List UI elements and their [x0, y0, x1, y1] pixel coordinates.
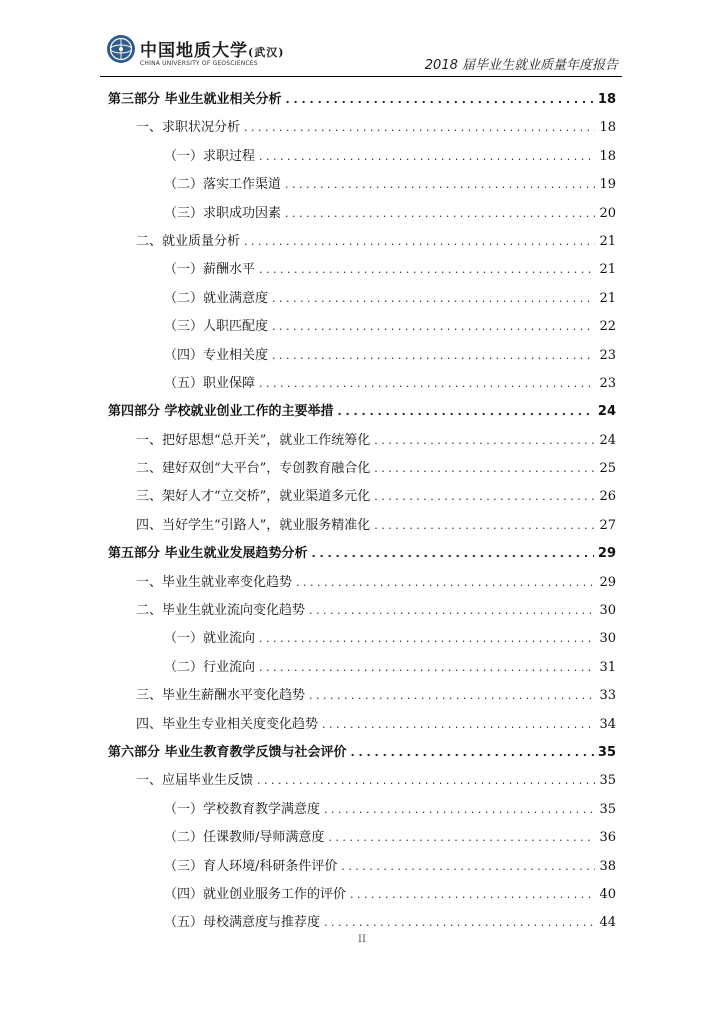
toc-dot-leader	[272, 285, 595, 313]
toc-dot-leader	[272, 342, 595, 370]
toc-page-number: 22	[599, 319, 616, 335]
toc-page-number: 24	[597, 404, 616, 420]
toc-entry-label: 三、架好人才“立交桥”，就业渠道多元化	[136, 489, 371, 505]
toc-entry-label: （四）专业相关度	[164, 347, 269, 363]
toc-page-number: 18	[599, 148, 616, 164]
toc-section-entry[interactable]	[108, 682, 616, 710]
toc-part-entry[interactable]	[108, 86, 616, 114]
toc-page-number: 29	[597, 546, 616, 562]
toc-section-entry[interactable]	[108, 711, 616, 739]
toc-entry-label: 二、毕业生就业流向变化趋势	[136, 603, 306, 619]
toc-page-number: 24	[599, 432, 616, 448]
toc-page-number: 35	[597, 744, 616, 760]
toc-section-entry[interactable]	[108, 228, 616, 256]
toc-page-number: 35	[599, 801, 616, 817]
toc-subsection-entry[interactable]	[108, 370, 616, 398]
toc-section-entry[interactable]	[108, 767, 616, 795]
toc-section-entry[interactable]	[108, 512, 616, 540]
toc-entry-label: （三）求职成功因素	[164, 205, 282, 221]
toc-entry-label: （三）育人环境/科研条件评价	[164, 858, 338, 874]
toc-dot-leader	[374, 455, 595, 483]
toc-dot-leader	[374, 427, 595, 455]
toc-subsection-entry[interactable]	[108, 796, 616, 824]
toc-dot-leader	[244, 114, 595, 142]
toc-dot-leader	[351, 739, 594, 767]
university-name-cn: 中国地质大学(武汉)	[140, 41, 285, 61]
page-header	[100, 30, 622, 77]
page-number: II	[358, 934, 366, 945]
toc-subsection-entry[interactable]	[108, 853, 616, 881]
toc-section-entry[interactable]	[108, 483, 616, 511]
toc-subsection-entry[interactable]	[108, 285, 616, 313]
toc-subsection-entry[interactable]	[108, 200, 616, 228]
toc-page-number: 23	[599, 375, 616, 391]
toc-subsection-entry[interactable]	[108, 256, 616, 284]
toc-entry-label: 二、就业质量分析	[136, 233, 241, 249]
toc-section-entry[interactable]	[108, 569, 616, 597]
toc-dot-leader	[341, 853, 595, 881]
toc-dot-leader	[328, 824, 595, 852]
toc-dot-leader	[286, 86, 594, 114]
toc-subsection-entry[interactable]	[108, 881, 616, 909]
toc-subsection-entry[interactable]	[108, 625, 616, 653]
toc-entry-label: （三）人职匹配度	[164, 319, 269, 335]
toc-entry-label: 第五部分 毕业生就业发展趋势分析	[108, 546, 308, 562]
toc-entry-label: （二）行业流向	[164, 659, 256, 675]
toc-page-number: 27	[599, 517, 616, 533]
toc-subsection-entry[interactable]	[108, 313, 616, 341]
toc-subsection-entry[interactable]	[108, 171, 616, 199]
university-logo-icon	[106, 34, 136, 64]
toc-dot-leader	[285, 200, 595, 228]
toc-dot-leader	[285, 171, 595, 199]
toc-entry-label: （四）就业创业服务工作的评价	[164, 886, 347, 902]
toc-dot-leader	[272, 313, 595, 341]
toc-dot-leader	[374, 483, 595, 511]
toc-page-number: 30	[599, 631, 616, 647]
toc-page-number: 31	[599, 659, 616, 675]
toc-section-entry[interactable]	[108, 455, 616, 483]
toc-page-number: 18	[599, 120, 616, 136]
toc-page-number: 40	[599, 886, 616, 902]
toc-page-number: 21	[599, 290, 616, 306]
toc-dot-leader	[312, 540, 594, 568]
toc-entry-label: 一、求职状况分析	[136, 120, 241, 136]
toc-page-number: 30	[599, 603, 616, 619]
toc-dot-leader	[309, 682, 595, 710]
toc-page-number: 34	[599, 716, 616, 732]
toc-entry-label: （二）落实工作渠道	[164, 177, 282, 193]
toc-entry-label: 第六部分 毕业生教育教学反馈与社会评价	[108, 744, 347, 760]
toc-entry-label: 第四部分 学校就业创业工作的主要举措	[108, 404, 334, 420]
toc-subsection-entry[interactable]	[108, 824, 616, 852]
toc-entry-label: 一、毕业生就业率变化趋势	[136, 574, 293, 590]
toc-section-entry[interactable]	[108, 597, 616, 625]
toc-section-entry[interactable]	[108, 114, 616, 142]
toc-entry-label: （二）任课教师/导师满意度	[164, 830, 325, 846]
toc-page-number: 33	[599, 688, 616, 704]
toc-page-number: 35	[599, 773, 616, 789]
toc-entry-label: （一）就业流向	[164, 631, 256, 647]
toc-entry-label: （一）求职过程	[164, 148, 256, 164]
toc-page-number: 21	[599, 233, 616, 249]
toc-subsection-entry[interactable]	[108, 342, 616, 370]
report-title: 2018 届毕业生就业质量年度报告	[424, 58, 618, 73]
toc-entry-label: （一）薪酬水平	[164, 262, 256, 278]
toc-page-number: 25	[599, 461, 616, 477]
toc-dot-leader	[350, 881, 595, 909]
toc-entry-label: 三、毕业生薪酬水平变化趋势	[136, 688, 306, 704]
toc-page-number: 21	[599, 262, 616, 278]
toc-page-number: 36	[599, 830, 616, 846]
toc-entry-label: 一、应届毕业生反馈	[136, 773, 254, 789]
toc-page-number: 19	[599, 177, 616, 193]
toc-entry-label: 二、建好双创“大平台”，专创教育融合化	[136, 461, 371, 477]
toc-part-entry[interactable]	[108, 398, 616, 426]
toc-entry-label: 第三部分 毕业生就业相关分析	[108, 92, 282, 107]
toc-dot-leader	[259, 370, 595, 398]
toc-entry-label: （二）就业满意度	[164, 290, 269, 306]
toc-entry-label: 四、毕业生专业相关度变化趋势	[136, 716, 319, 732]
toc-page-number: 26	[599, 489, 616, 505]
toc-subsection-entry[interactable]	[108, 143, 616, 171]
toc-entry-label: （五）职业保障	[164, 375, 256, 391]
toc-dot-leader	[257, 767, 595, 795]
toc-dot-leader	[309, 597, 595, 625]
toc-dot-leader	[259, 654, 595, 682]
toc-section-entry[interactable]	[108, 427, 616, 455]
toc-page-number: 44	[599, 915, 616, 931]
toc-entry-label: （一）学校教育教学满意度	[164, 801, 321, 817]
toc-dot-leader	[338, 398, 594, 426]
toc-page-number: 38	[599, 858, 616, 874]
toc-page-number: 29	[599, 574, 616, 590]
table-of-contents	[108, 86, 616, 938]
toc-subsection-entry[interactable]	[108, 654, 616, 682]
toc-dot-leader	[244, 228, 595, 256]
toc-entry-label: 四、当好学生“引路人”，就业服务精准化	[136, 517, 371, 533]
toc-page-number: 20	[599, 205, 616, 221]
toc-entry-label: （五）母校满意度与推荐度	[164, 915, 321, 931]
toc-dot-leader	[296, 569, 595, 597]
toc-dot-leader	[324, 796, 595, 824]
toc-dot-leader	[259, 143, 595, 171]
toc-dot-leader	[259, 625, 595, 653]
toc-page-number: 23	[599, 347, 616, 363]
toc-entry-label: 一、把好思想“总开关”，就业工作统筹化	[136, 432, 371, 448]
toc-part-entry[interactable]	[108, 540, 616, 568]
toc-page-number: 18	[597, 92, 616, 107]
toc-dot-leader	[259, 256, 595, 284]
toc-part-entry[interactable]	[108, 739, 616, 767]
toc-dot-leader	[374, 512, 595, 540]
toc-dot-leader	[322, 711, 595, 739]
university-name-en: CHINA UNIVERSITY OF GEOSCIENCES	[140, 60, 258, 67]
